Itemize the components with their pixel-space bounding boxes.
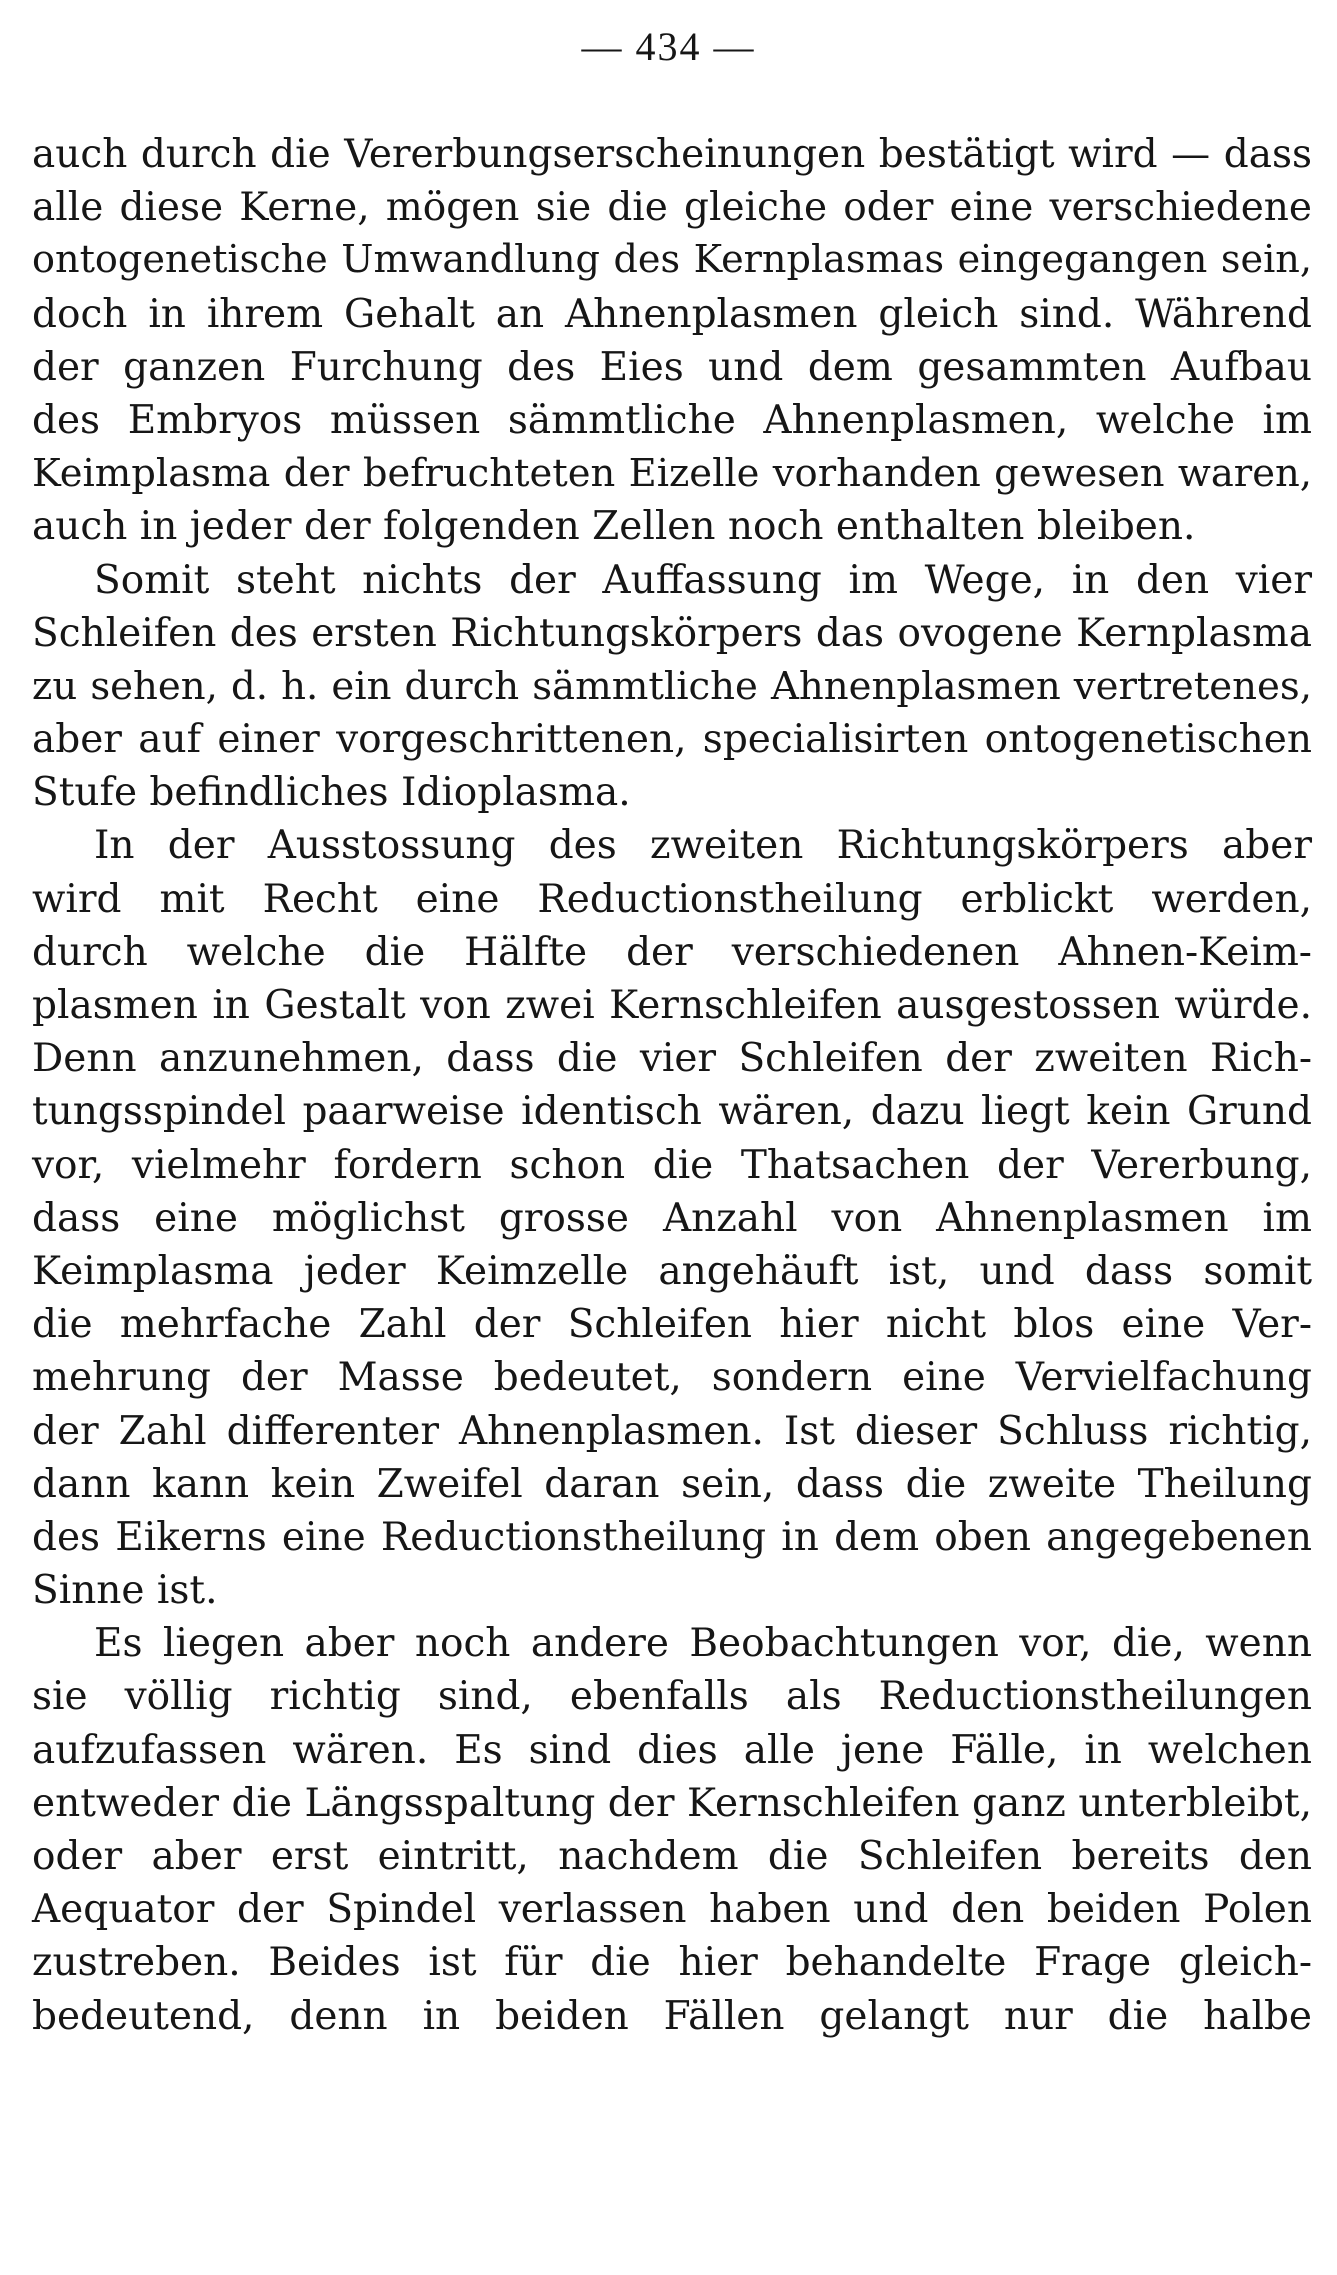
text-line: doch in ihrem Gehalt an Ahnenplasmen gleich sind. Während [32, 291, 1312, 337]
text-line: der Zahl differenter Ahnenplasmen. Ist dieser Schluss richtig, [32, 1408, 1312, 1454]
text-line: wird mit Recht eine Reductionstheilung erblickt werden, [32, 876, 1312, 922]
text-line: In der Ausstossung des zweiten Richtungskörpers aber [94, 823, 1312, 869]
text-line: Sinne ist. [32, 1568, 218, 1614]
paragraph [32, 1617, 1312, 2043]
text-line: ontogenetische Umwandlung des Kernplasmas eingegangen sein, [32, 238, 1312, 283]
text-line: Denn anzunehmen, dass die vier Schleifen der zweiten Rich- [32, 1036, 1312, 1082]
text-line: Somit steht nichts der Auffassung im Wege, in den vier [94, 557, 1312, 603]
paragraph [32, 819, 1312, 1617]
text-line: alle diese Kerne, mögen sie die gleiche oder eine verschiedene [32, 185, 1312, 231]
text-line: aufzufassen wären. Es sind dies alle jene Fälle, in welchen [32, 1727, 1312, 1773]
paragraph [32, 554, 1312, 820]
text-line: oder aber erst eintritt, nachdem die Schleifen bereits den [32, 1834, 1312, 1879]
text-line: Keimplasma jeder Keimzelle angehäuft ist, und dass somit [32, 1248, 1312, 1294]
text-line: aber auf einer vorgeschrittenen, specialisirten ontogenetischen [32, 717, 1312, 763]
text-line: der ganzen Furchung des Eies und dem gesammten Aufbau [32, 344, 1312, 390]
text-line: sie völlig richtig sind, ebenfalls als Reductionstheilungen [32, 1674, 1312, 1720]
text-line: mehrung der Masse bedeutet, sondern eine Vervielfachung [32, 1355, 1312, 1401]
text-line: auch in jeder der folgenden Zellen noch enthalten bleiben. [32, 504, 1196, 550]
text-line: Stufe befindliches Idioplasma. [32, 770, 631, 816]
text-line: des Embryos müssen sämmtliche Ahnenplasmen, welche im [32, 397, 1312, 443]
text-line: auch durch die Vererbungserscheinungen bestätigt wird — dass [32, 132, 1312, 177]
text-line: plasmen in Gestalt von zwei Kernschleifen ausgestossen würde. [32, 983, 1312, 1028]
body-text [32, 128, 1312, 2043]
text-line: entweder die Längsspaltung der Kernschleifen ganz unterbleibt, [32, 1780, 1312, 1826]
text-line: Keimplasma der befruchteten Eizelle vorhanden gewesen waren, [32, 451, 1312, 497]
text-line: dann kann kein Zweifel daran sein, dass die zweite Theilung [32, 1461, 1312, 1507]
text-line: die mehrfache Zahl der Schleifen hier nicht blos eine Ver- [32, 1302, 1312, 1348]
text-line: dass eine möglichst grosse Anzahl von Ahnenplasmen im [32, 1195, 1312, 1241]
text-line: Aequator der Spindel verlassen haben und den beiden Polen [32, 1887, 1312, 1933]
text-line: Schleifen des ersten Richtungskörpers das ovogene Kernplasma [32, 610, 1312, 656]
text-line: bedeutend, denn in beiden Fällen gelangt nur die halbe [32, 1993, 1312, 2039]
text-line: des Eikerns eine Reductionstheilung in dem oben angegebenen [32, 1514, 1312, 1560]
text-line: zu sehen, d. h. ein durch sämmtliche Ahnenplasmen vertretenes, [32, 663, 1312, 709]
text-line: tungsspindel paarweise identisch wären, dazu liegt kein Grund [32, 1089, 1312, 1135]
text-line: zustreben. Beides ist für die hier behandelte Frage gleich- [32, 1940, 1312, 1986]
text-line: Es liegen aber noch andere Beobachtungen vor, die, wenn [94, 1621, 1312, 1667]
text-line: vor, vielmehr fordern schon die Thatsachen der Vererbung, [32, 1142, 1312, 1188]
text-line: durch welche die Hälfte der verschiedenen Ahnen-Keim- [32, 929, 1312, 975]
paragraph [32, 128, 1312, 554]
page-number: — 434 — [581, 24, 756, 69]
